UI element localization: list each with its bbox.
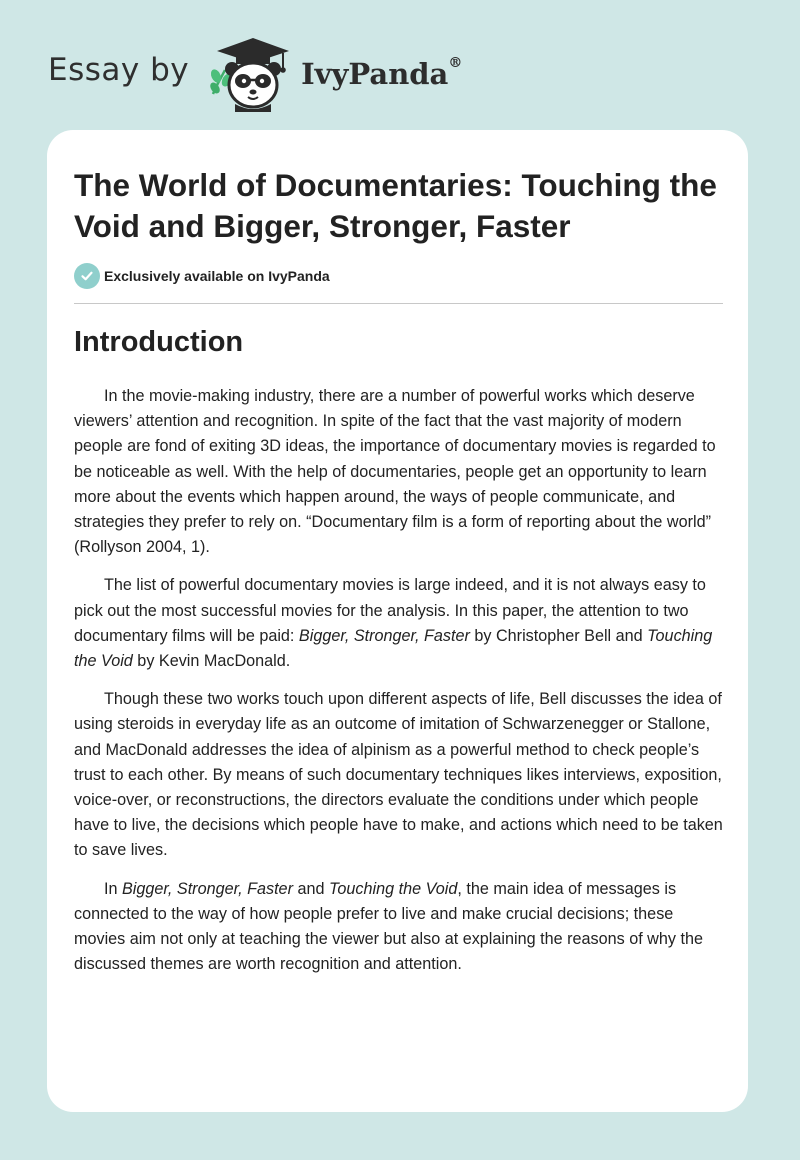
section-heading-introduction: Introduction bbox=[74, 326, 244, 358]
ivypanda-logo-text[interactable]: IvyPanda® bbox=[301, 55, 463, 91]
essay-by-label: Essay by bbox=[48, 52, 190, 88]
film-title-touching-the-void: Touching the Void bbox=[74, 626, 713, 671]
check-circle-icon bbox=[74, 263, 100, 289]
essay-card bbox=[47, 130, 748, 1112]
exclusive-badge bbox=[74, 263, 330, 289]
essay-title: The World of Documentaries: Touching the Void and Bigger, Stronger, Faster bbox=[74, 167, 717, 244]
paragraph-3: Though these two works touch upon different aspects of life, Bell discusses the idea of using steroids in everyday life as an outcome of imitation of Schwarzenegger or Stallone, and MacDonald addresses the idea of alpinism as a powerful method to check people’s trust to each other. By means of such documentary techniques likes interviews, exposition, voice-over, or reconstructions, the directors evaluate the conditions under which people have to live, the decisions which people have to make, and actions which need to be taken to save lives. bbox=[74, 690, 723, 860]
site-header bbox=[48, 34, 462, 114]
film-title-bigger-stronger-faster: Bigger, Stronger, Faster bbox=[298, 626, 470, 645]
paragraph-2: The list of powerful documentary movies is large indeed, and it is not always easy to pick out the most successful movies for the analysis. In this paper, the attention to two documentary films will be paid: Bigger, Stronger, Faster by Christopher Bell and Touching the Void by Kevin MacDonald. bbox=[74, 576, 713, 671]
paragraph-1: In the movie-making industry, there are a number of powerful works which deserve viewers’ attention and recognition. In spite of the fact that the vast majority of modern people are fond of exiting 3D ideas, the importance of documentary movies is regarded to be noticeable as well. With the help of documentaries, people get an opportunity to learn more about the events which happen around, the ways of people communicate, and strategies they prefer to rely on. “Documentary film is a form of reporting about the world” (Rollyson 2004, 1). bbox=[74, 387, 716, 557]
registered-mark: ® bbox=[448, 55, 463, 72]
exclusive-badge-label: Exclusively available on IvyPanda bbox=[104, 268, 330, 284]
film-title-bigger-stronger-faster: Bigger, Stronger, Faster bbox=[122, 879, 293, 898]
panda-graduate-icon[interactable] bbox=[203, 34, 299, 114]
film-title-touching-the-void: Touching the Void bbox=[328, 879, 458, 898]
divider bbox=[74, 303, 723, 304]
essay-body bbox=[74, 384, 726, 990]
paragraph-4: In Bigger, Stronger, Faster and Touching the Void, the main idea of messages is connected to the way of how people prefer to live and make crucial decisions; these movies aim not only at teaching the viewer but also at explaining the reasons of why the discussed themes are worth recognition and attention. bbox=[74, 879, 703, 974]
